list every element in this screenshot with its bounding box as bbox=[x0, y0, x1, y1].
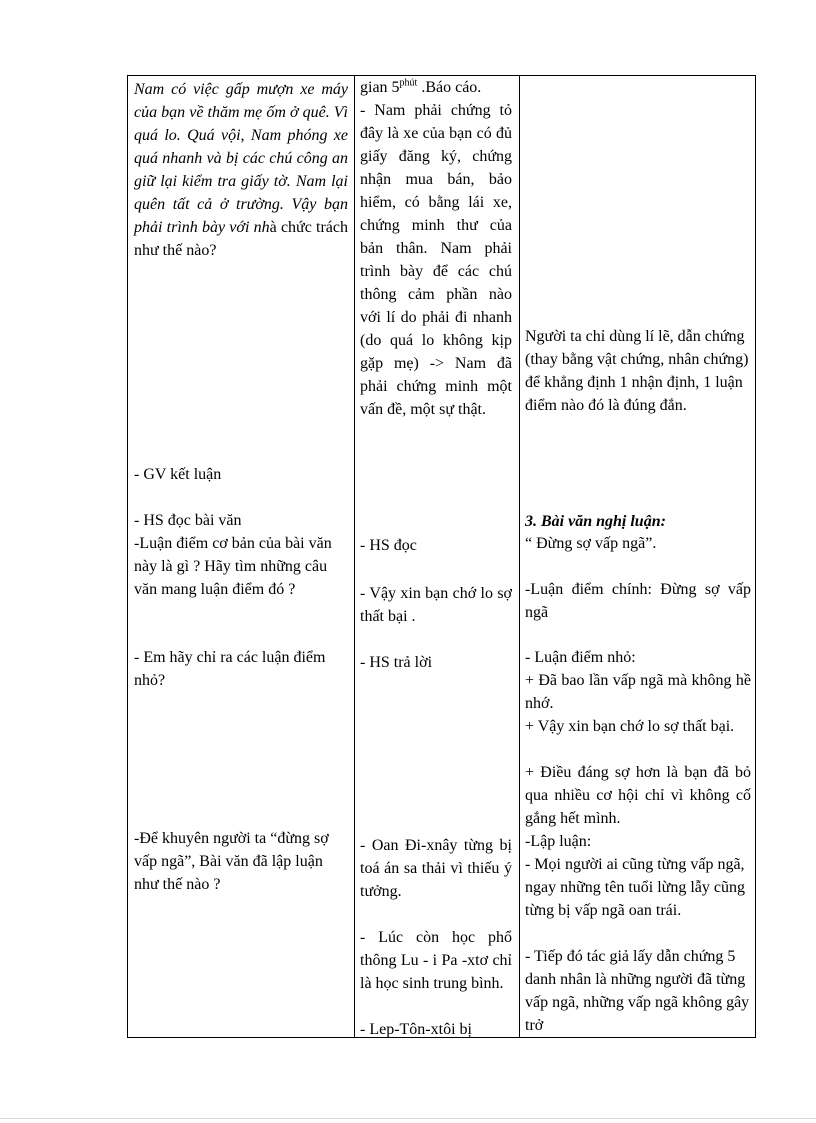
time-prefix: gian 5 bbox=[360, 79, 400, 96]
example-pasteur: - Lúc còn học phổ thông Lu - i Pa -xtơ chỉ là học sinh trung bình. bbox=[360, 929, 512, 992]
section-title: 3. Bài văn nghị luận: bbox=[525, 513, 666, 530]
hs-answer: - HS trả lời bbox=[360, 654, 433, 671]
hs-read-essay: - HS đọc bài văn bbox=[134, 512, 242, 529]
essay-title: “ Đừng sợ vấp ngã”. bbox=[525, 535, 657, 552]
hs-doc: - HS đọc bbox=[360, 537, 417, 554]
argument-1: - Mọi người ai cũng từng vấp ngã, ngay những tên tuổi lừng lẫy cũng từng bị vấp ngã oan trái. bbox=[525, 856, 745, 919]
main-point: -Luận điểm chính: Đừng sợ vấp ngã bbox=[525, 581, 751, 621]
time-report bbox=[360, 76, 512, 99]
example-tolstoy: - Lep-Tôn-xtôi bị bbox=[360, 1021, 472, 1038]
question-argument: -Để khuyên người ta “đừng sợ vấp ngã”, Bài văn đã lập luận như thế nào ? bbox=[134, 830, 329, 893]
time-unit: phút bbox=[399, 77, 418, 89]
question-sub-points: - Em hãy chỉ ra các luận điểm nhỏ? bbox=[134, 649, 326, 689]
sub-point-3: + Điều đáng sợ hơn là bạn đã bỏ qua nhiều cơ hội chỉ vì không cố gắng hết mình. bbox=[525, 764, 751, 827]
main-quote-answer: - Vậy xin bạn chớ lo sợ thất bại . bbox=[360, 585, 512, 625]
definition-text: Người ta chỉ dùng lí lẽ, dẫn chứng (thay bằng vật chứng, nhân chứng) để khẳng định 1 nhận định, 1 luận điểm nào đó là đúng đắn. bbox=[525, 328, 749, 414]
example-disney: - Oan Đi-xnây từng bị toá án sa thải vì thiếu ý tưởng. bbox=[360, 837, 512, 900]
question-main-point: -Luận điểm cơ bản của bài văn này là gì ? Hãy tìm những câu văn mang luận điểm đó ? bbox=[134, 535, 332, 598]
scenario-normal-text: à chức trách như thế nào? bbox=[134, 219, 349, 259]
page-bottom-edge bbox=[0, 1118, 816, 1119]
sub-points-header: - Luận điểm nhỏ: bbox=[525, 649, 636, 666]
gv-conclusion: - GV kết luận bbox=[134, 466, 222, 483]
argument-2: - Tiếp đó tác giả lấy dẫn chứng 5 danh nhân là những người đã từng vấp ngã, những vấp ngã không gây trở bbox=[525, 948, 750, 1034]
answer-nam: - Nam phải chứng tỏ đây là xe của bạn có đủ giấy đăng ký, chứng nhận mua bán, bảo hiểm, có bằng lái xe, chứng minh thư của bản thân. Nam phải trình bày để các chú thông cảm phần nào với lí do phải đi nhanh (do quá lo không kịp gặp mẹ) -> Nam đã phải chứng minh một vấn đề, một sự thật. bbox=[360, 102, 512, 418]
sub-point-1: + Đã bao lần vấp ngã mà không hề nhớ. bbox=[525, 672, 751, 712]
scenario-question bbox=[134, 78, 348, 262]
scenario-italic-text: Nam có việc gấp mượn xe máy của bạn về thăm mẹ ốm ở quê. Vì quá lo. Quá vội, Nam phóng xe quá nhanh và bị các chú công an giữ lại kiểm tra giấy tờ. Nam lại quên tất cả ở trường. Vậy bạn phải trình bày với nh bbox=[134, 81, 348, 236]
time-suffix: .Báo cáo. bbox=[417, 79, 482, 96]
column-divider-2 bbox=[519, 76, 520, 1037]
sub-point-2: + Vậy xin bạn chớ lo sợ thất bại. bbox=[525, 718, 735, 735]
column-divider-1 bbox=[354, 76, 355, 1037]
lesson-table bbox=[127, 75, 756, 1038]
argument-header: -Lập luận: bbox=[525, 833, 592, 850]
